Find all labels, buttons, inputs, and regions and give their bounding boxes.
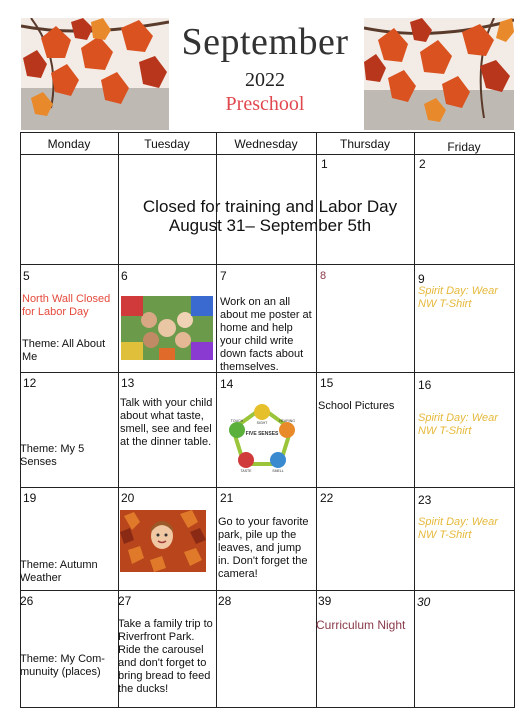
children-circle-photo	[121, 296, 213, 360]
senses-label-smell: SMELL	[272, 469, 284, 473]
autumn-leaves-image-left	[21, 18, 169, 130]
labor-day-note: North Wall Closed for Labor Day	[22, 293, 111, 318]
week-theme: Theme: Autumn Weather	[20, 559, 98, 584]
month-title: September	[181, 21, 349, 63]
day-number: 1	[321, 157, 328, 171]
day-number: 26	[20, 594, 34, 608]
curriculum-night-note: Curriculum Night	[316, 618, 406, 632]
day-number: 22	[320, 491, 334, 505]
header-wednesday: Wednesday	[234, 137, 298, 151]
child-in-leaves-photo	[120, 510, 206, 572]
day-number: 5	[23, 269, 30, 283]
day-number: 27	[118, 594, 132, 608]
day-number: 20	[121, 491, 135, 505]
senses-label-taste: TASTE	[240, 469, 252, 473]
calendar-title	[170, 18, 360, 116]
spirit-day-note: Spirit Day: Wear NW T-Shirt	[418, 516, 498, 541]
day-number: 14	[220, 377, 234, 391]
day-number: 19	[23, 491, 37, 505]
day-number: 28	[218, 594, 232, 608]
activity-text: Talk with your child about what taste, smell, see and feel at the dinner table.	[120, 397, 213, 448]
day-number: 16	[418, 378, 432, 392]
day-number: 21	[220, 491, 234, 505]
day-number: 8	[320, 270, 327, 282]
day-number: 6	[121, 269, 128, 283]
week-theme: Theme: All About Me	[22, 338, 106, 363]
spirit-day-note: Spirit Day: Wear NW T-Shirt	[418, 412, 498, 437]
school-label: Preschool	[225, 93, 305, 115]
day-number: 39	[318, 594, 332, 608]
autumn-leaves-image-right	[364, 18, 514, 130]
senses-label-hearing: HEARING	[279, 419, 295, 423]
closed-notice	[120, 197, 420, 235]
day-number: 9	[418, 272, 425, 286]
day-number: 23	[418, 493, 432, 507]
day-number: 7	[220, 269, 227, 283]
five-senses-graphic	[225, 400, 299, 474]
spirit-day-note: Spirit Day: Wear NW T-Shirt	[418, 285, 498, 310]
day-number: 2	[419, 157, 426, 171]
senses-label-sight: SIGHT	[256, 421, 268, 425]
day-number: 13	[121, 376, 135, 390]
year-label: 2022	[245, 69, 285, 91]
day-number: 12	[23, 376, 37, 390]
five-senses-title: FIVE SENSES	[245, 431, 279, 437]
header-tuesday: Tuesday	[144, 137, 190, 151]
senses-label-touch: TOUCH	[230, 419, 244, 423]
school-pictures-note: School Pictures	[318, 400, 395, 412]
header-friday: Friday	[447, 140, 481, 154]
activity-text: Take a family trip to Riverfront Park. Ride the carousel and don't forget to bring bread to feed the ducks!	[118, 618, 213, 695]
day-number: 30	[417, 595, 431, 609]
header-monday: Monday	[47, 137, 91, 151]
closed-notice-line2: August 31– September 5th	[168, 216, 372, 235]
activity-text: Work on an all about me poster at home and help your child write down facts about themselves.	[220, 296, 312, 373]
closed-notice-line1: Closed for training and Labor Day	[142, 197, 398, 216]
week-theme: Theme: My 5 Senses	[20, 443, 85, 468]
week-theme: Theme: My Com-munuity (places)	[20, 653, 105, 678]
header-thursday: Thursday	[339, 137, 391, 151]
day-number: 15	[320, 376, 334, 390]
activity-text: Go to your favorite park, pile up the leaves, and jump in. Don't forget the camera!	[218, 516, 309, 580]
